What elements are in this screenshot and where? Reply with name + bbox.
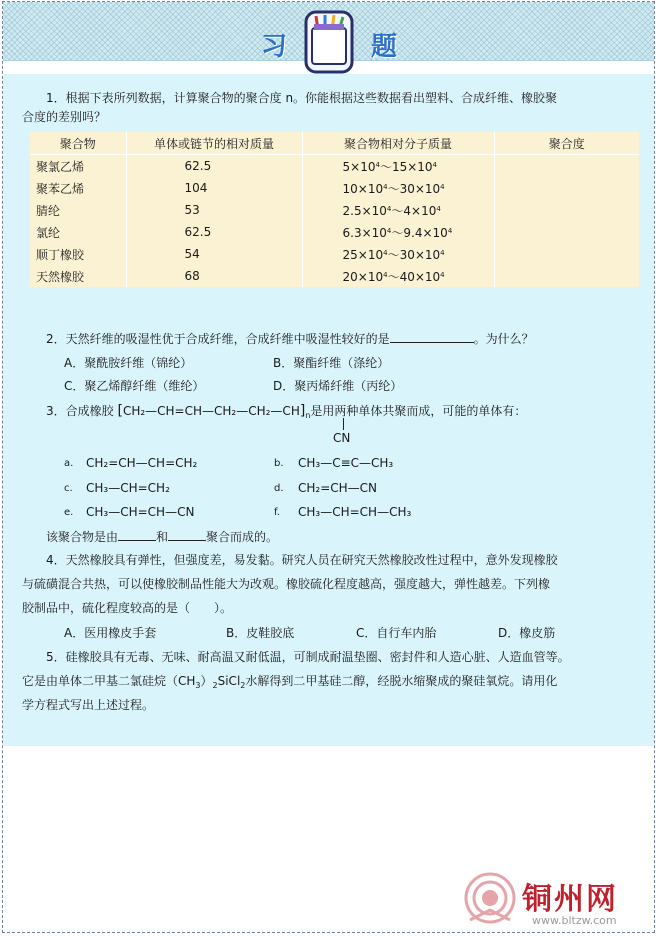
q5-line1: 5．硅橡胶具有无毒、无味、耐高温又耐低温，可制成耐温垫圈、密封件和人造心脏、人造血管等。 (46, 650, 570, 664)
q3-cn-group: CN (333, 431, 351, 445)
q3-answer-text-a: 该聚合物是由 (46, 530, 119, 544)
polymer-name-cell: 天然橡胶 (30, 265, 126, 287)
polymer-name-cell: 顺丁橡胶 (30, 243, 126, 265)
watermark-url: www.bltzw.com (532, 914, 617, 927)
watermark-logo-icon (460, 870, 530, 930)
mw-high-exp: 4 (440, 182, 445, 191)
bracket-left: [ (117, 403, 123, 419)
bracket-right: ] (299, 403, 306, 419)
unit-mass-cell: 62.5 (126, 155, 302, 178)
mw-high: 9.4×10 (403, 225, 448, 240)
degree-answer-cell (494, 177, 639, 199)
range-sep: ～ (391, 225, 404, 240)
mw-low-exp: 4 (386, 226, 392, 235)
unit-mass-cell: 54 (126, 243, 302, 265)
degree-answer-cell (494, 243, 639, 265)
mw-high: 4×10 (403, 203, 437, 218)
table-row (30, 243, 639, 265)
mw-high-exp: 4 (447, 226, 453, 235)
mw-low-exp: 4 (375, 160, 380, 169)
q1-line1: 1．根据下表所列数据，计算聚合物的聚合度 n。你能根据这些数据看出塑料、合成纤维、橡胶聚 (46, 91, 558, 105)
q3-label-e: e. (64, 507, 74, 518)
q3-monomer-e: CH₃—CH=CH—CN (86, 505, 195, 519)
polymer-name-cell: 聚氯乙烯 (30, 155, 126, 178)
mw-low: 6.3×10 (342, 225, 387, 240)
q4-line1: 4．天然橡胶具有弹性，但强度差，易发黏。研究人员在研究天然橡胶改性过程中，意外发现橡胶 (46, 553, 558, 567)
molecular-mass-cell (302, 177, 494, 199)
degree-answer-cell (494, 199, 639, 221)
q3-monomer-a: CH₂=CH—CH=CH₂ (86, 456, 198, 470)
q3-blank-2 (168, 540, 206, 541)
q3-monomer-c: CH₃—CH=CH₂ (86, 481, 170, 495)
q5-text-d: 水解得到二甲基硅二醇，经脱水缩聚成的聚硅氧烷。请用化 (245, 674, 558, 688)
range-sep: ～ (387, 181, 400, 196)
q2-stem (46, 331, 534, 347)
mw-high-exp: 4 (436, 204, 441, 213)
q2-option-b: B．聚酯纤维（涤纶） (273, 356, 390, 370)
polymer-name-cell: 腈纶 (30, 199, 126, 221)
q3-answer-line (46, 529, 278, 545)
q2-option-c: C．聚乙烯醇纤维（维纶） (64, 379, 205, 393)
mw-high: 40×10 (399, 269, 441, 284)
range-sep: ～ (387, 247, 400, 262)
range-sep: ～ (387, 269, 400, 284)
q2-option-d: D．聚丙烯纤维（丙纶） (273, 379, 403, 393)
unit-mass-cell: 68 (126, 265, 302, 287)
mw-low-exp: 4 (383, 270, 388, 279)
table-row (30, 199, 639, 221)
table-header-cell: 聚合物相对分子质量 (302, 132, 494, 155)
q3-label-a: a. (64, 458, 74, 469)
q3-label-d: d. (274, 483, 284, 494)
table-header-cell: 聚合物 (30, 132, 126, 155)
q3-monomer-b: CH₃—C≡C—CH₃ (298, 456, 394, 470)
q3-stem (46, 403, 526, 421)
q5-line2 (22, 673, 557, 691)
table-row (30, 221, 639, 243)
table-header-cell: 单体或链节的相对质量 (126, 132, 302, 155)
molecular-mass-cell (302, 155, 494, 178)
q3-monomer-f: CH₃—CH=CH—CH₃ (298, 505, 412, 519)
mw-high-exp: 4 (440, 270, 445, 279)
q4-line3: 胶制品中，硫化程度较高的是（ ）。 (22, 601, 233, 615)
q3-answer-text-b: 和 (156, 530, 169, 544)
q5-text-b: ） (200, 674, 213, 688)
site-watermark (460, 870, 656, 930)
mw-high-exp: 4 (440, 248, 445, 257)
q3-label-f: f. (274, 507, 280, 518)
q5-text-c: SiCl (217, 674, 241, 688)
range-sep: ～ (391, 203, 404, 218)
mw-high-exp: 4 (432, 160, 438, 169)
table-body (30, 155, 639, 288)
q5-text-a: 它是由单体二甲基二氯硅烷（CH (22, 674, 196, 688)
mw-low-exp: 4 (383, 182, 388, 191)
q4-option-c: C．自行车内胎 (356, 626, 437, 640)
q3-stem-text: 3．合成橡胶 (46, 404, 114, 418)
q2-stem-why: 。为什么？ (473, 332, 534, 346)
unit-mass-cell: 104 (126, 177, 302, 199)
q4-option-a: A．医用橡皮手套 (64, 626, 157, 640)
degree-answer-cell (494, 155, 639, 178)
unit-mass-cell: 62.5 (126, 221, 302, 243)
mw-high: 30×10 (399, 247, 441, 262)
molecular-mass-cell (302, 265, 494, 287)
q4-option-b: B．皮鞋胶底 (226, 626, 295, 640)
q1-line2: 合度的差别吗？ (22, 110, 107, 124)
q5-sub-3: 2 (240, 681, 246, 690)
q4-line2: 与硫磺混合共热，可以使橡胶制品性能大为改观。橡胶硫化程度越高，强度越大，弹性越差。下列橡 (22, 577, 551, 591)
molecular-mass-cell (302, 221, 494, 243)
molecular-mass-cell (302, 199, 494, 221)
table-header-row (30, 132, 639, 155)
molecular-mass-cell (302, 243, 494, 265)
unit-mass-cell: 53 (126, 199, 302, 221)
watermark-name: 铜州网 (522, 882, 618, 917)
table-header-cell: 聚合度 (494, 132, 639, 155)
q3-monomer-d: CH₂=CH—CN (298, 481, 378, 495)
cn-bond-line (343, 418, 344, 430)
q4-option-d: D．橡皮筋 (498, 626, 556, 640)
table-row (30, 177, 639, 199)
header-title-left: 习 (261, 32, 288, 62)
table-row (30, 265, 639, 287)
q3-blank-1 (118, 540, 156, 541)
q3-label-b: b. (274, 458, 284, 469)
q5-sub-1: 3 (195, 681, 201, 690)
q2-stem-text: 2．天然纤维的吸湿性优于合成纤维，合成纤维中吸湿性较好的是 (46, 332, 390, 346)
mw-low: 20×10 (342, 269, 384, 284)
q2-option-a: A．聚酰胺纤维（锦纶） (64, 356, 193, 370)
mw-low: 25×10 (342, 247, 384, 262)
mw-low-exp: 4 (383, 248, 388, 257)
mw-low: 2.5×10 (342, 203, 387, 218)
degree-answer-cell (494, 265, 639, 287)
polymer-name-cell: 氯纶 (30, 221, 126, 243)
q3-answer-text-c: 聚合而成的。 (206, 530, 279, 544)
table-row (30, 155, 639, 178)
mw-low-exp: 4 (386, 204, 392, 213)
polymer-table (30, 132, 639, 287)
mw-low: 10×10 (342, 181, 384, 196)
q3-label-c: c. (64, 483, 73, 494)
polymer-name-cell: 聚苯乙烯 (30, 177, 126, 199)
range-sep: ～ (379, 159, 392, 174)
q2-answer-blank (390, 342, 474, 343)
q3-degree-n: n (305, 411, 311, 420)
q3-stem-rest: 是用两种单体共聚而成，可能的单体有： (310, 404, 527, 418)
degree-answer-cell (494, 221, 639, 243)
header-title-right: 题 (371, 32, 398, 62)
q3-polymer-formula: CH₂—CH=CH—CH₂—CH₂—CH (122, 404, 300, 418)
q5-sub-2: 2 (212, 681, 218, 690)
mw-low: 5×10 (342, 159, 376, 174)
pencil-cup-icon (300, 10, 358, 74)
q5-line3: 学方程式写出上述过程。 (22, 698, 155, 712)
mw-high: 15×10 (391, 159, 433, 174)
mw-high: 30×10 (399, 181, 441, 196)
